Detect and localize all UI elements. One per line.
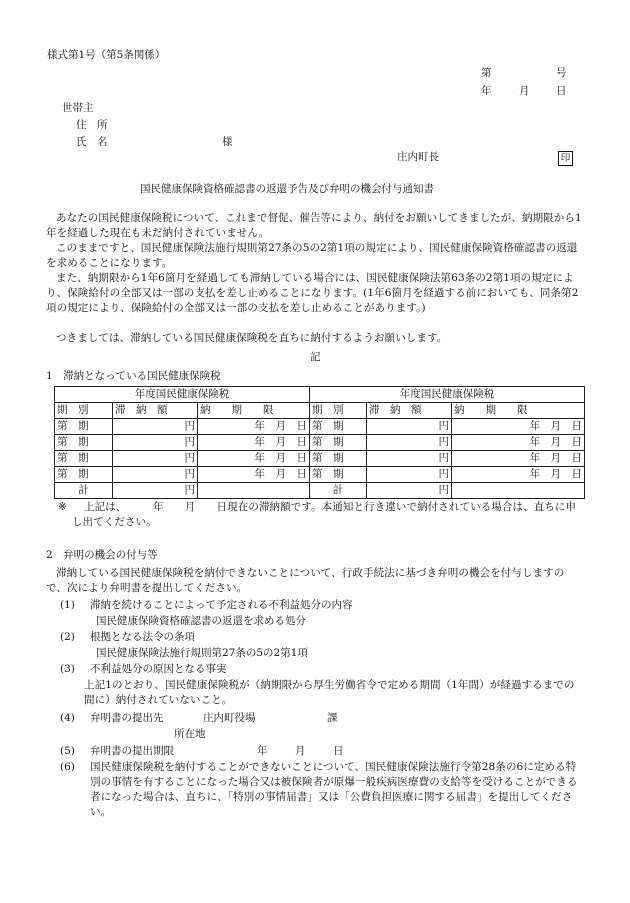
col-due: 納 期 限	[198, 403, 310, 419]
due-cell: 年 月 日	[452, 435, 585, 451]
period-cell: 第 期	[310, 451, 367, 467]
table-row	[55, 435, 585, 451]
item-3-detail: 上記1のとおり、国民健康保険税が（納期限から厚生労働省令で定める期間（1年間）が経過するまでの間に）納付されていないこと。	[84, 679, 575, 706]
item-5-num: (5)	[60, 745, 75, 757]
document-title: 国民健康保険資格確認書の返還予告及び弁明の機会付与通知書	[140, 183, 434, 195]
item-4-detail: 所在地	[174, 728, 206, 740]
date-year: 年	[481, 85, 492, 97]
col-due: 納 期 限	[452, 403, 585, 419]
item-4-section-suffix: 課	[327, 712, 338, 724]
form-label: 様式第1号（第5条関係）	[47, 49, 166, 61]
number-suffix: 号	[556, 67, 567, 79]
arrears-table	[54, 386, 585, 499]
item-5-month: 月	[295, 745, 306, 757]
amount-cell: 円	[113, 419, 198, 435]
period-cell: 第 期	[55, 435, 113, 451]
note-body: 上記は、 年 月 日現在の滞納額です。本通知と行き違いで納付されている場合は、直ちに申し出てください。	[72, 501, 577, 528]
item-1-detail: 国民健康保険資格確認書の返還を求める処分	[96, 615, 306, 627]
period-cell: 第 期	[55, 467, 113, 483]
name-label: 氏 名	[76, 136, 108, 148]
amount-cell: 円	[367, 435, 452, 451]
table-total-row	[55, 483, 585, 499]
year-header-right: 年度国民健康保険税	[310, 387, 585, 403]
date-day: 日	[556, 85, 567, 97]
item-4-office: 庄内町役場	[203, 712, 256, 724]
period-cell: 第 期	[310, 419, 367, 435]
amount-cell: 円	[113, 435, 198, 451]
due-cell: 年 月 日	[198, 435, 310, 451]
item-3-num: (3)	[60, 663, 75, 675]
item-1-num: (1)	[60, 599, 75, 611]
note-text	[72, 500, 582, 530]
total-amount: 円	[113, 483, 198, 499]
paragraph-4: つきましては、滞納している国民健康保険税を直ちに納付するようお願いします。	[56, 332, 448, 344]
due-cell: 年 月 日	[452, 451, 585, 467]
empty-cell	[198, 483, 310, 499]
number-prefix: 第	[481, 67, 492, 79]
date-month: 月	[519, 85, 530, 97]
period-cell: 第 期	[55, 419, 113, 435]
item-1-label: 滞納を続けることによって予定される不利益処分の内容	[90, 599, 353, 611]
due-cell: 年 月 日	[198, 451, 310, 467]
due-cell: 年 月 日	[452, 467, 585, 483]
total-amount: 円	[367, 483, 452, 499]
total-label: 計	[310, 483, 367, 499]
amount-cell: 円	[367, 451, 452, 467]
amount-cell: 円	[113, 467, 198, 483]
table-header-row	[55, 387, 585, 403]
col-amount: 滞 納 額	[113, 403, 198, 419]
ki-heading: 記	[310, 351, 321, 363]
addressee-title: 世帯主	[62, 102, 94, 114]
empty-cell	[452, 483, 585, 499]
table-row	[55, 419, 585, 435]
paragraph-1: あなたの国民健康保険税について、これまで督促、催告等により、納付をお願いしてきましたが、納期限から1年を経過した現在も未だ納付されていません。	[46, 212, 582, 239]
period-cell: 第 期	[310, 467, 367, 483]
section1-heading: 1 滞納となっている国民健康保険税	[46, 370, 221, 382]
item-4-label: 弁明書の提出先	[90, 712, 164, 724]
item-2-label: 根拠となる法令の条項	[90, 631, 195, 643]
item-6-label: 国民健康保険税を納付することができないことについて、国民健康保険法施行令第28条の6に定める特別の事情を有することになった場合又は被保険者が原爆一般疾病医療費の支給等を受けることができる者になった場合は、直ちに、「特別の事情届書」又は「公費負担医療に関する届書」を提出してください。	[90, 761, 578, 818]
table-row	[55, 467, 585, 483]
due-cell: 年 月 日	[198, 467, 310, 483]
amount-cell: 円	[113, 451, 198, 467]
section2-heading: 2 弁明の機会の付与等	[46, 549, 158, 561]
seal-mark: 印	[558, 151, 573, 166]
item-5-year: 年	[257, 745, 268, 757]
due-cell: 年 月 日	[452, 419, 585, 435]
note-mark: ※	[58, 501, 67, 513]
paragraph-3: また、納期限から1年6箇月を経過しても滞納している場合には、国民健康保険法第63条の2第1項の規定により、保険給付の全部又は一部の支払を差し止めることになります。(1年6箇月を経過する前においても、同条第2項の規定により、保険給付の全部又は一部の支払を差し止めることがあります。)	[46, 272, 579, 314]
amount-cell: 円	[367, 467, 452, 483]
item-5-day: 日	[333, 745, 344, 757]
table-row	[55, 451, 585, 467]
due-cell: 年 月 日	[198, 419, 310, 435]
item-4-num: (4)	[60, 712, 75, 724]
col-period: 期 別	[55, 403, 113, 419]
col-period: 期 別	[310, 403, 367, 419]
total-label: 計	[55, 483, 113, 499]
amount-cell: 円	[367, 419, 452, 435]
item-2-detail: 国民健康保険法施行規則第27条の5の2第1項	[96, 647, 308, 659]
sender-name: 庄内町長	[397, 151, 439, 163]
year-header-left: 年度国民健康保険税	[55, 387, 310, 403]
section2-intro: 滞納している国民健康保険税を納付できないことについて、行政手続法に基づき弁明の機会を付与しますので、次により弁明書を提出してください。	[46, 567, 565, 594]
item-2-num: (2)	[60, 631, 75, 643]
address-label: 住 所	[76, 119, 108, 131]
table-column-row	[55, 403, 585, 419]
item-6-num: (6)	[60, 761, 75, 773]
period-cell: 第 期	[310, 435, 367, 451]
item-3-label: 不利益処分の原因となる事実	[90, 663, 227, 675]
item-5-label: 弁明書の提出期限	[90, 745, 174, 757]
col-amount: 滞 納 額	[367, 403, 452, 419]
period-cell: 第 期	[55, 451, 113, 467]
paragraph-2: このままですと、国民健康保険法施行規則第27条の5の2第1項の規定により、国民健康保険資格確認書の返還を求めることになります。	[46, 242, 578, 269]
honorific: 様	[222, 136, 233, 148]
